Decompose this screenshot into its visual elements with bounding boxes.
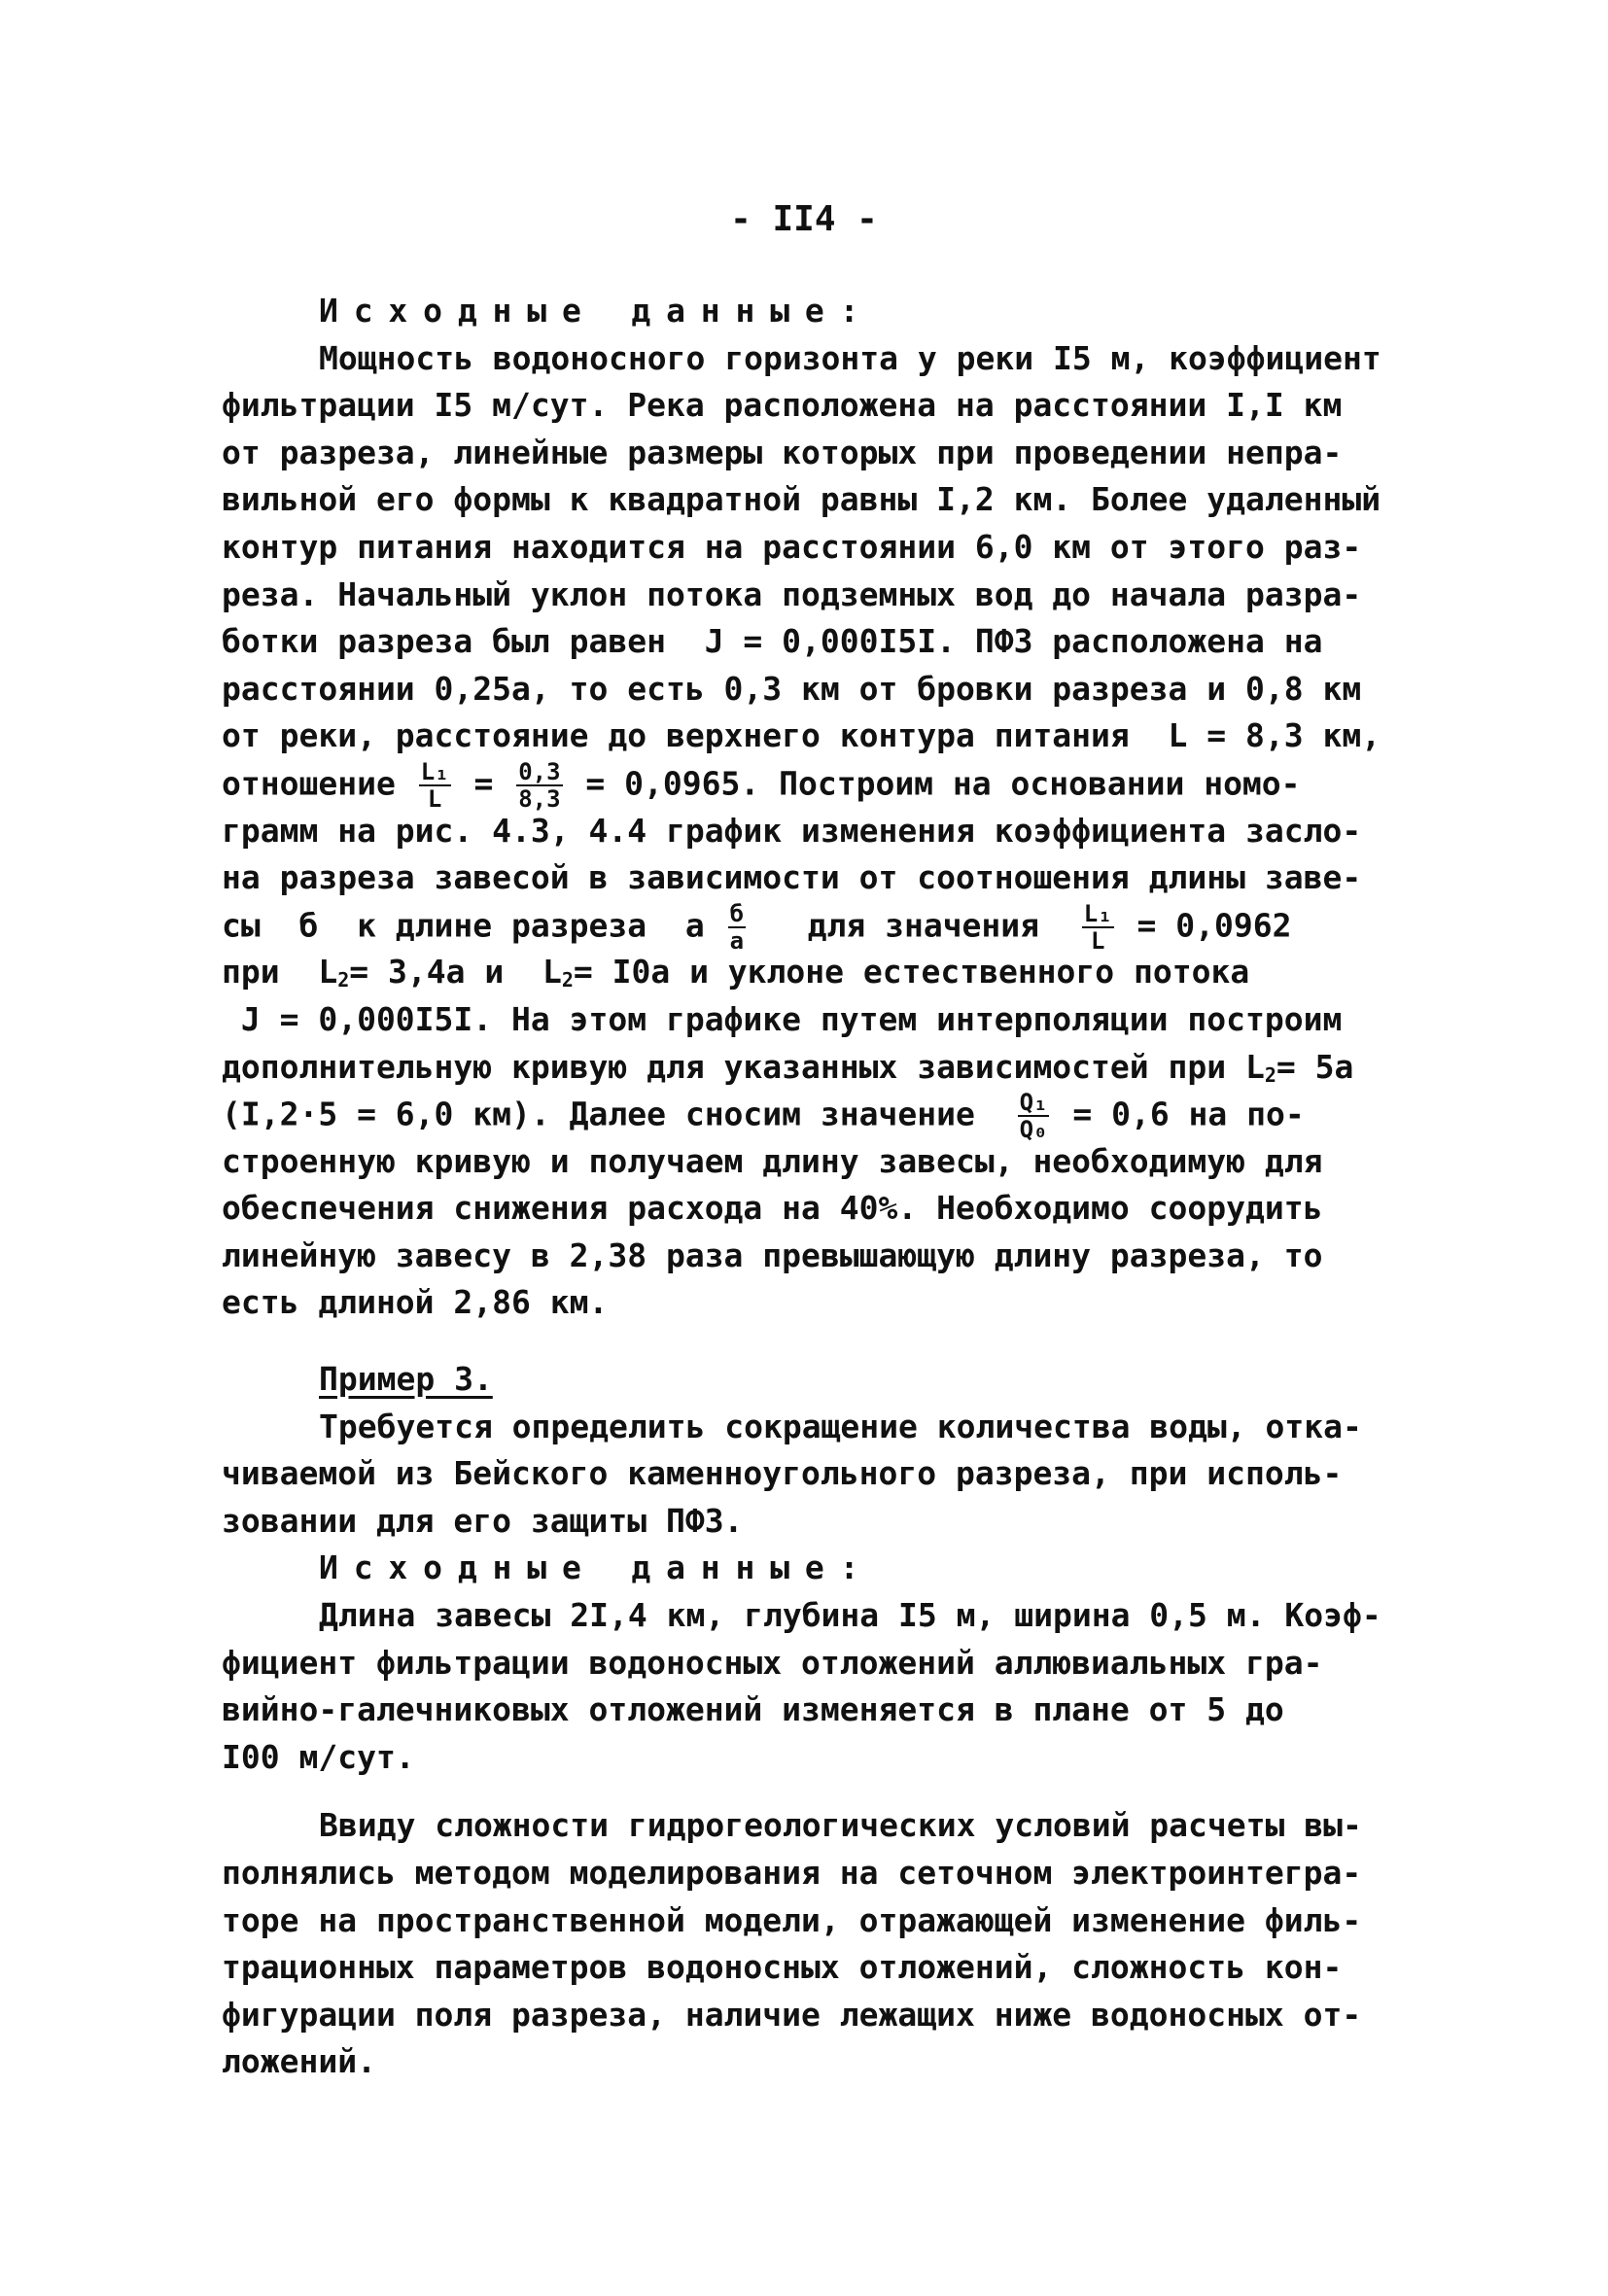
subscript: 2 [1264,1062,1276,1087]
paragraph-line: I00 м/сут. [222,1737,415,1776]
ratio-line [222,1089,1384,1144]
paragraph-line: фигурации поля разреза, наличие лежащих ниже водоносных от- [222,1995,1362,2034]
text-segment: для значения [750,906,1078,945]
text-segment: = 3,4а и L [349,953,562,991]
paragraph-line: вильной его формы к квадратной равны I,2 км. Более удаленный [222,480,1381,519]
paragraph-line: трационных параметров водоносных отложений, сложность кон- [222,1948,1343,1987]
paragraph-line: ботки разреза был равен J = 0,000I5I. ПФЗ расположена на [222,622,1323,661]
paragraph-line: есть длиной 2,86 км. [222,1283,609,1322]
text-segment: отношение [222,764,415,803]
page-number: - II4 - [730,199,878,239]
subscript: 2 [337,968,350,992]
fraction-denominator: а [729,926,745,955]
fraction-denominator: L [427,784,442,813]
text-segment: дополнительную кривую для указанных зависимостей при L [222,1047,1265,1086]
paragraph-line: зовании для его защиты ПФЗ. [222,1501,744,1540]
text-segment: = 0,0965. Построим на основании номо- [566,764,1301,803]
text-segment: сы б к длине разреза а [222,906,724,945]
fraction-l1-over-l [419,757,451,813]
paragraph-line: линейную завесу в 2,38 раза превышающую длину разреза, то [222,1235,1323,1274]
ratio-line [222,757,1384,813]
paragraph-line: на разреза завесой в зависимости от соотношения длины заве- [222,858,1362,897]
fraction-numerator: 0,3 [518,757,561,785]
text-segment: = [454,764,513,803]
paragraph-line: Длина завесы 2I,4 км, глубина I5 м, ширина 0,5 м. Коэф- [319,1596,1381,1635]
paragraph-line: вийно-галечниковых отложений изменяется в плане от 5 до [222,1690,1284,1729]
fraction-numerator: б [729,899,745,927]
fraction-denominator: 8,3 [518,784,561,813]
fraction-denominator: Q₀ [1019,1116,1048,1144]
paragraph-line: от разреза, линейные размеры которых при проведении непра- [222,433,1343,471]
paragraph-line: строенную кривую и получаем длину завесы, необходимую для [222,1141,1323,1180]
text-segment: = 5а [1276,1047,1354,1086]
example-title [222,1356,1384,1404]
fraction-numerator: Q₁ [1019,1089,1048,1117]
fraction-numerator: L₁ [420,757,449,785]
text-segment: = 0,0962 [1117,906,1292,945]
paragraph-line: грамм на рис. 4.3, 4.4 график изменения коэффициента засло- [222,811,1362,850]
section-heading-initial-data: Исходные данные: [319,1548,875,1587]
paragraph-line: фильтрации I5 м/сут. Река расположена на расстоянии I,I км [222,386,1343,425]
paragraph-line: от реки, расстояние до верхнего контура питания L = 8,3 км, [222,716,1381,755]
text-segment: (I,2·5 = 6,0 км). Далее сносим значение [222,1095,1014,1133]
paragraph-line: полнялись методом моделирования на сеточном электроинтегра- [222,1854,1362,1892]
fraction-l1-over-l [1082,899,1114,955]
paragraph-line: фициент фильтрации водоносных отложений аллювиальных гра- [222,1643,1323,1682]
text-segment: = I0а и уклоне естественного потока [573,953,1250,991]
paragraph-line: Ввиду сложности гидрогеологических условий расчеты вы- [319,1806,1362,1845]
paragraph-line: торе на пространственной модели, отражающей изменение филь- [222,1900,1362,1939]
fraction-0-3-over-8-3 [516,757,562,813]
fraction-denominator: L [1091,926,1105,955]
fraction-q1-over-q0 [1018,1089,1050,1144]
paragraph-line: реза. Начальный уклон потока подземных вод до начала разра- [222,574,1362,613]
paragraph-line: ложений. [222,2042,376,2081]
subscript: 2 [561,968,574,992]
ratio-line [222,899,1384,955]
paragraph-line: обеспечения снижения расхода на 40%. Необходимо соорудить [222,1189,1323,1228]
subscript-line [222,1044,1384,1092]
example-title-text: Пример 3. [319,1360,493,1399]
body-text [222,288,1384,2086]
paragraph-line: Требуется определить сокращение количества воды, отка- [319,1407,1362,1445]
paragraph-line: J = 0,000I5I. На этом графике путем интерполяции построим [222,999,1343,1038]
subscript-line [222,949,1384,996]
fraction-b-over-a [728,899,746,955]
paragraph-line: расстоянии 0,25а, то есть 0,3 км от бровки разреза и 0,8 км [222,669,1362,708]
section-heading-initial-data: Исходные данные: [319,292,875,330]
paragraph-line: контур питания находится на расстоянии 6,0 км от этого раз- [222,527,1362,566]
fraction-numerator: L₁ [1083,899,1112,927]
paragraph-line: Мощность водоносного горизонта у реки I5 м, коэффициент [319,338,1381,377]
text-segment: = 0,6 на по- [1053,1095,1305,1133]
text-segment: при L [222,953,338,991]
paragraph-line: чиваемой из Бейского каменноугольного разреза, при исполь- [222,1454,1343,1493]
